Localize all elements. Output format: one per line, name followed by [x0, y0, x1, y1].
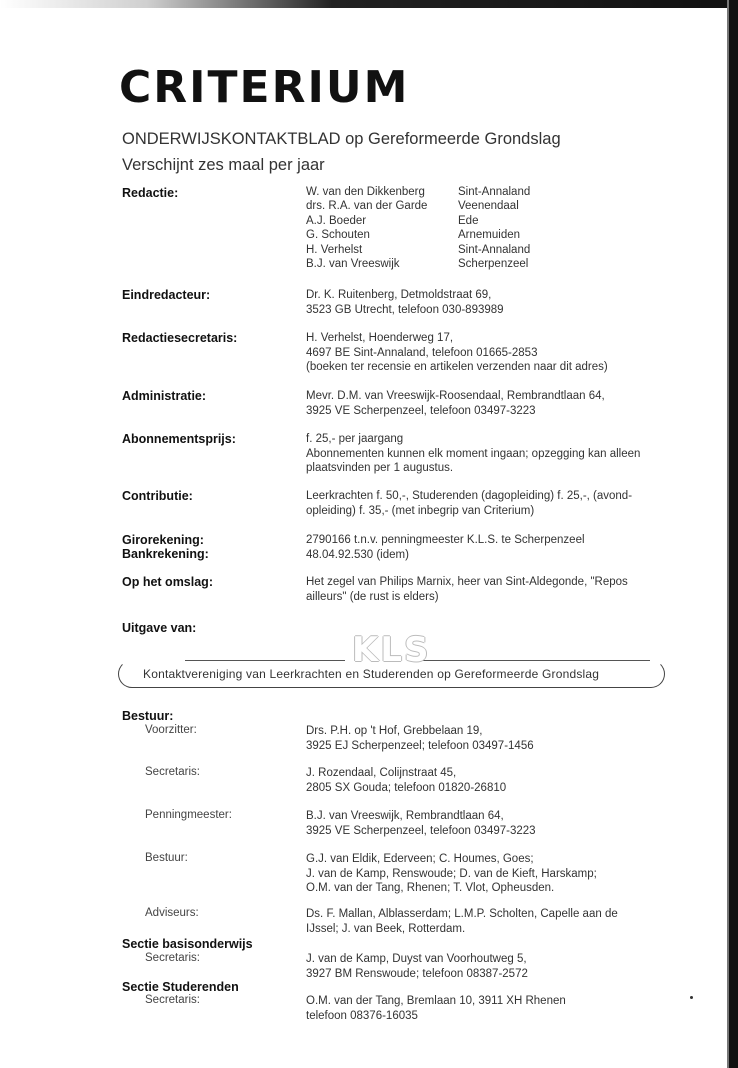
organisation-name: Kontaktvereniging van Leerkrachten en Studerenden op Gereformeerde Grondslag: [143, 667, 600, 681]
secretaris-label: Secretaris:: [145, 766, 200, 778]
girorekening-line: 2790166 t.n.v. penningmeester K.L.S. te Scherpenzeel: [306, 534, 585, 546]
penningmeester-label: Penningmeester:: [145, 809, 232, 821]
secretaris-value: [306, 766, 666, 795]
redactie-name: B.J. van Vreeswijk: [306, 258, 400, 271]
penningmeester-value: [306, 809, 666, 838]
bestuur-leden-line: J. van de Kamp, Renswoude; D. van de Kieft, Harskamp;: [306, 867, 597, 880]
redactiesecretaris-label: Redactiesecretaris:: [122, 331, 238, 345]
eindredacteur-line: Dr. K. Ruitenberg, Detmoldstraat 69,: [306, 289, 492, 301]
sectie-studerenden-heading: Sectie Studerenden: [122, 980, 239, 994]
abonnementsprijs-line: Abonnementen kunnen elk moment ingaan; opzegging kan alleen: [306, 447, 641, 460]
redactie-place: Arnemuiden: [458, 229, 521, 242]
redactie-place: Veenendaal: [458, 200, 519, 213]
redactiesecretaris-value: [306, 331, 666, 375]
scan-top-border: [0, 0, 738, 8]
sectie-basis-line: J. van de Kamp, Duyst van Voorhoutweg 5,: [306, 953, 527, 965]
publication-frequency: Verschijnt zes maal per jaar: [122, 156, 325, 174]
redactie-label: Redactie:: [122, 186, 179, 200]
bestuur-heading: Bestuur:: [122, 709, 174, 723]
girorekening-label: Girorekening:: [122, 533, 204, 547]
voorzitter-line: 3925 EJ Scherpenzeel; telefoon 03497-1456: [306, 739, 534, 752]
omslag-label: Op het omslag:: [122, 575, 213, 589]
kls-logo: KLS: [352, 630, 431, 670]
abonnementsprijs-line: f. 25,- per jaargang: [306, 433, 404, 445]
redactie-names: [306, 185, 427, 271]
administratie-value: [306, 389, 666, 418]
sectie-basis-secretaris-label: Secretaris:: [145, 952, 200, 964]
eindredacteur-label: Eindredacteur:: [122, 288, 211, 302]
bestuur-leden-label: Bestuur:: [145, 852, 188, 864]
adviseurs-label: Adviseurs:: [145, 907, 199, 919]
adviseurs-value: [306, 907, 666, 936]
redactiesecretaris-line: 4697 BE Sint-Annaland, telefoon 01665-2853: [306, 346, 538, 359]
masthead-title: CRITERIUM: [119, 62, 410, 113]
redactie-place: Sint-Annaland: [458, 243, 531, 256]
scan-right-border: [729, 0, 738, 1068]
voorzitter-label: Voorzitter:: [145, 724, 197, 736]
secretaris-line: J. Rozendaal, Colijnstraat 45,: [306, 767, 457, 779]
eindredacteur-line: 3523 GB Utrecht, telefoon 030-893989: [306, 303, 504, 316]
sectie-studerenden-secretaris-label: Secretaris:: [145, 994, 200, 1006]
redactiesecretaris-line: H. Verhelst, Hoenderweg 17,: [306, 332, 454, 344]
redactie-place: Sint-Annaland: [458, 186, 531, 198]
abonnementsprijs-label: Abonnementsprijs:: [122, 432, 236, 446]
redactie-place: Ede: [458, 214, 479, 227]
redactie-name: H. Verhelst: [306, 243, 363, 256]
contributie-label: Contributie:: [122, 489, 193, 503]
omslag-value: [306, 575, 666, 604]
sectie-basis-heading: Sectie basisonderwijs: [122, 937, 253, 951]
abonnementsprijs-line: plaatsvinden per 1 augustus.: [306, 462, 454, 474]
omslag-line: Het zegel van Philips Marnix, heer van Sint-Aldegonde, "Repos: [306, 576, 628, 588]
masthead-subtitle: ONDERWIJSKONTAKTBLAD op Gereformeerde Grondslag: [122, 130, 561, 148]
voorzitter-line: Drs. P.H. op 't Hof, Grebbelaan 19,: [306, 725, 483, 737]
sectie-basis-line: 3927 BM Renswoude; telefoon 08387-2572: [306, 967, 528, 980]
administratie-line: 3925 VE Scherpenzeel, telefoon 03497-3223: [306, 404, 536, 417]
abonnementsprijs-value: [306, 432, 666, 476]
bestuur-leden-line: O.M. van der Tang, Rhenen; T. Vlot, Opheusden.: [306, 882, 555, 894]
secretaris-line: 2805 SX Gouda; telefoon 01820-26810: [306, 781, 507, 794]
bankrekening-label: Bankrekening:: [122, 547, 209, 561]
bestuur-leden-value: [306, 852, 666, 896]
administratie-line: Mevr. D.M. van Vreeswijk-Roosendaal, Rembrandtlaan 64,: [306, 390, 605, 402]
omslag-line: ailleurs" (de rust is elders): [306, 590, 439, 603]
bestuur-leden-line: G.J. van Eldik, Ederveen; C. Houmes, Goes;: [306, 853, 534, 865]
eindredacteur-value: [306, 288, 666, 317]
uitgave-label: Uitgave van:: [122, 621, 197, 635]
redactie-name: A.J. Boeder: [306, 214, 367, 227]
sectie-studerenden-line: telefoon 08376-16035: [306, 1009, 418, 1022]
penningmeester-line: 3925 VE Scherpenzeel, telefoon 03497-3223: [306, 824, 536, 837]
redactie-name: G. Schouten: [306, 229, 370, 242]
redactie-place: Scherpenzeel: [458, 258, 529, 271]
administratie-label: Administratie:: [122, 389, 207, 403]
contributie-line: Leerkrachten f. 50,-, Studerenden (dagopleiding) f. 25,-, (avond-: [306, 490, 633, 502]
adviseurs-line: IJssel; J. van Beek, Rotterdam.: [306, 922, 466, 935]
adviseurs-line: Ds. F. Mallan, Alblasserdam; L.M.P. Scholten, Capelle aan de: [306, 908, 618, 920]
sectie-studerenden-line: O.M. van der Tang, Bremlaan 10, 3911 XH Rhenen: [306, 995, 566, 1007]
voorzitter-value: [306, 724, 666, 753]
redactiesecretaris-line: (boeken ter recensie en artikelen verzenden naar dit adres): [306, 361, 608, 373]
sectie-basis-value: [306, 952, 666, 981]
redactie-name: W. van den Dikkenberg: [306, 186, 425, 198]
penningmeester-line: B.J. van Vreeswijk, Rembrandtlaan 64,: [306, 810, 504, 822]
redactie-name: drs. R.A. van der Garde: [306, 200, 428, 213]
rekeningen-value: [306, 533, 666, 562]
contributie-line: opleiding) f. 35,- (met inbegrip van Criterium): [306, 504, 535, 517]
sectie-studerenden-value: [306, 994, 666, 1023]
scan-speck: [690, 996, 693, 999]
contributie-value: [306, 489, 666, 518]
redactie-places: [458, 185, 530, 271]
bankrekening-line: 48.04.92.530 (idem): [306, 548, 409, 561]
